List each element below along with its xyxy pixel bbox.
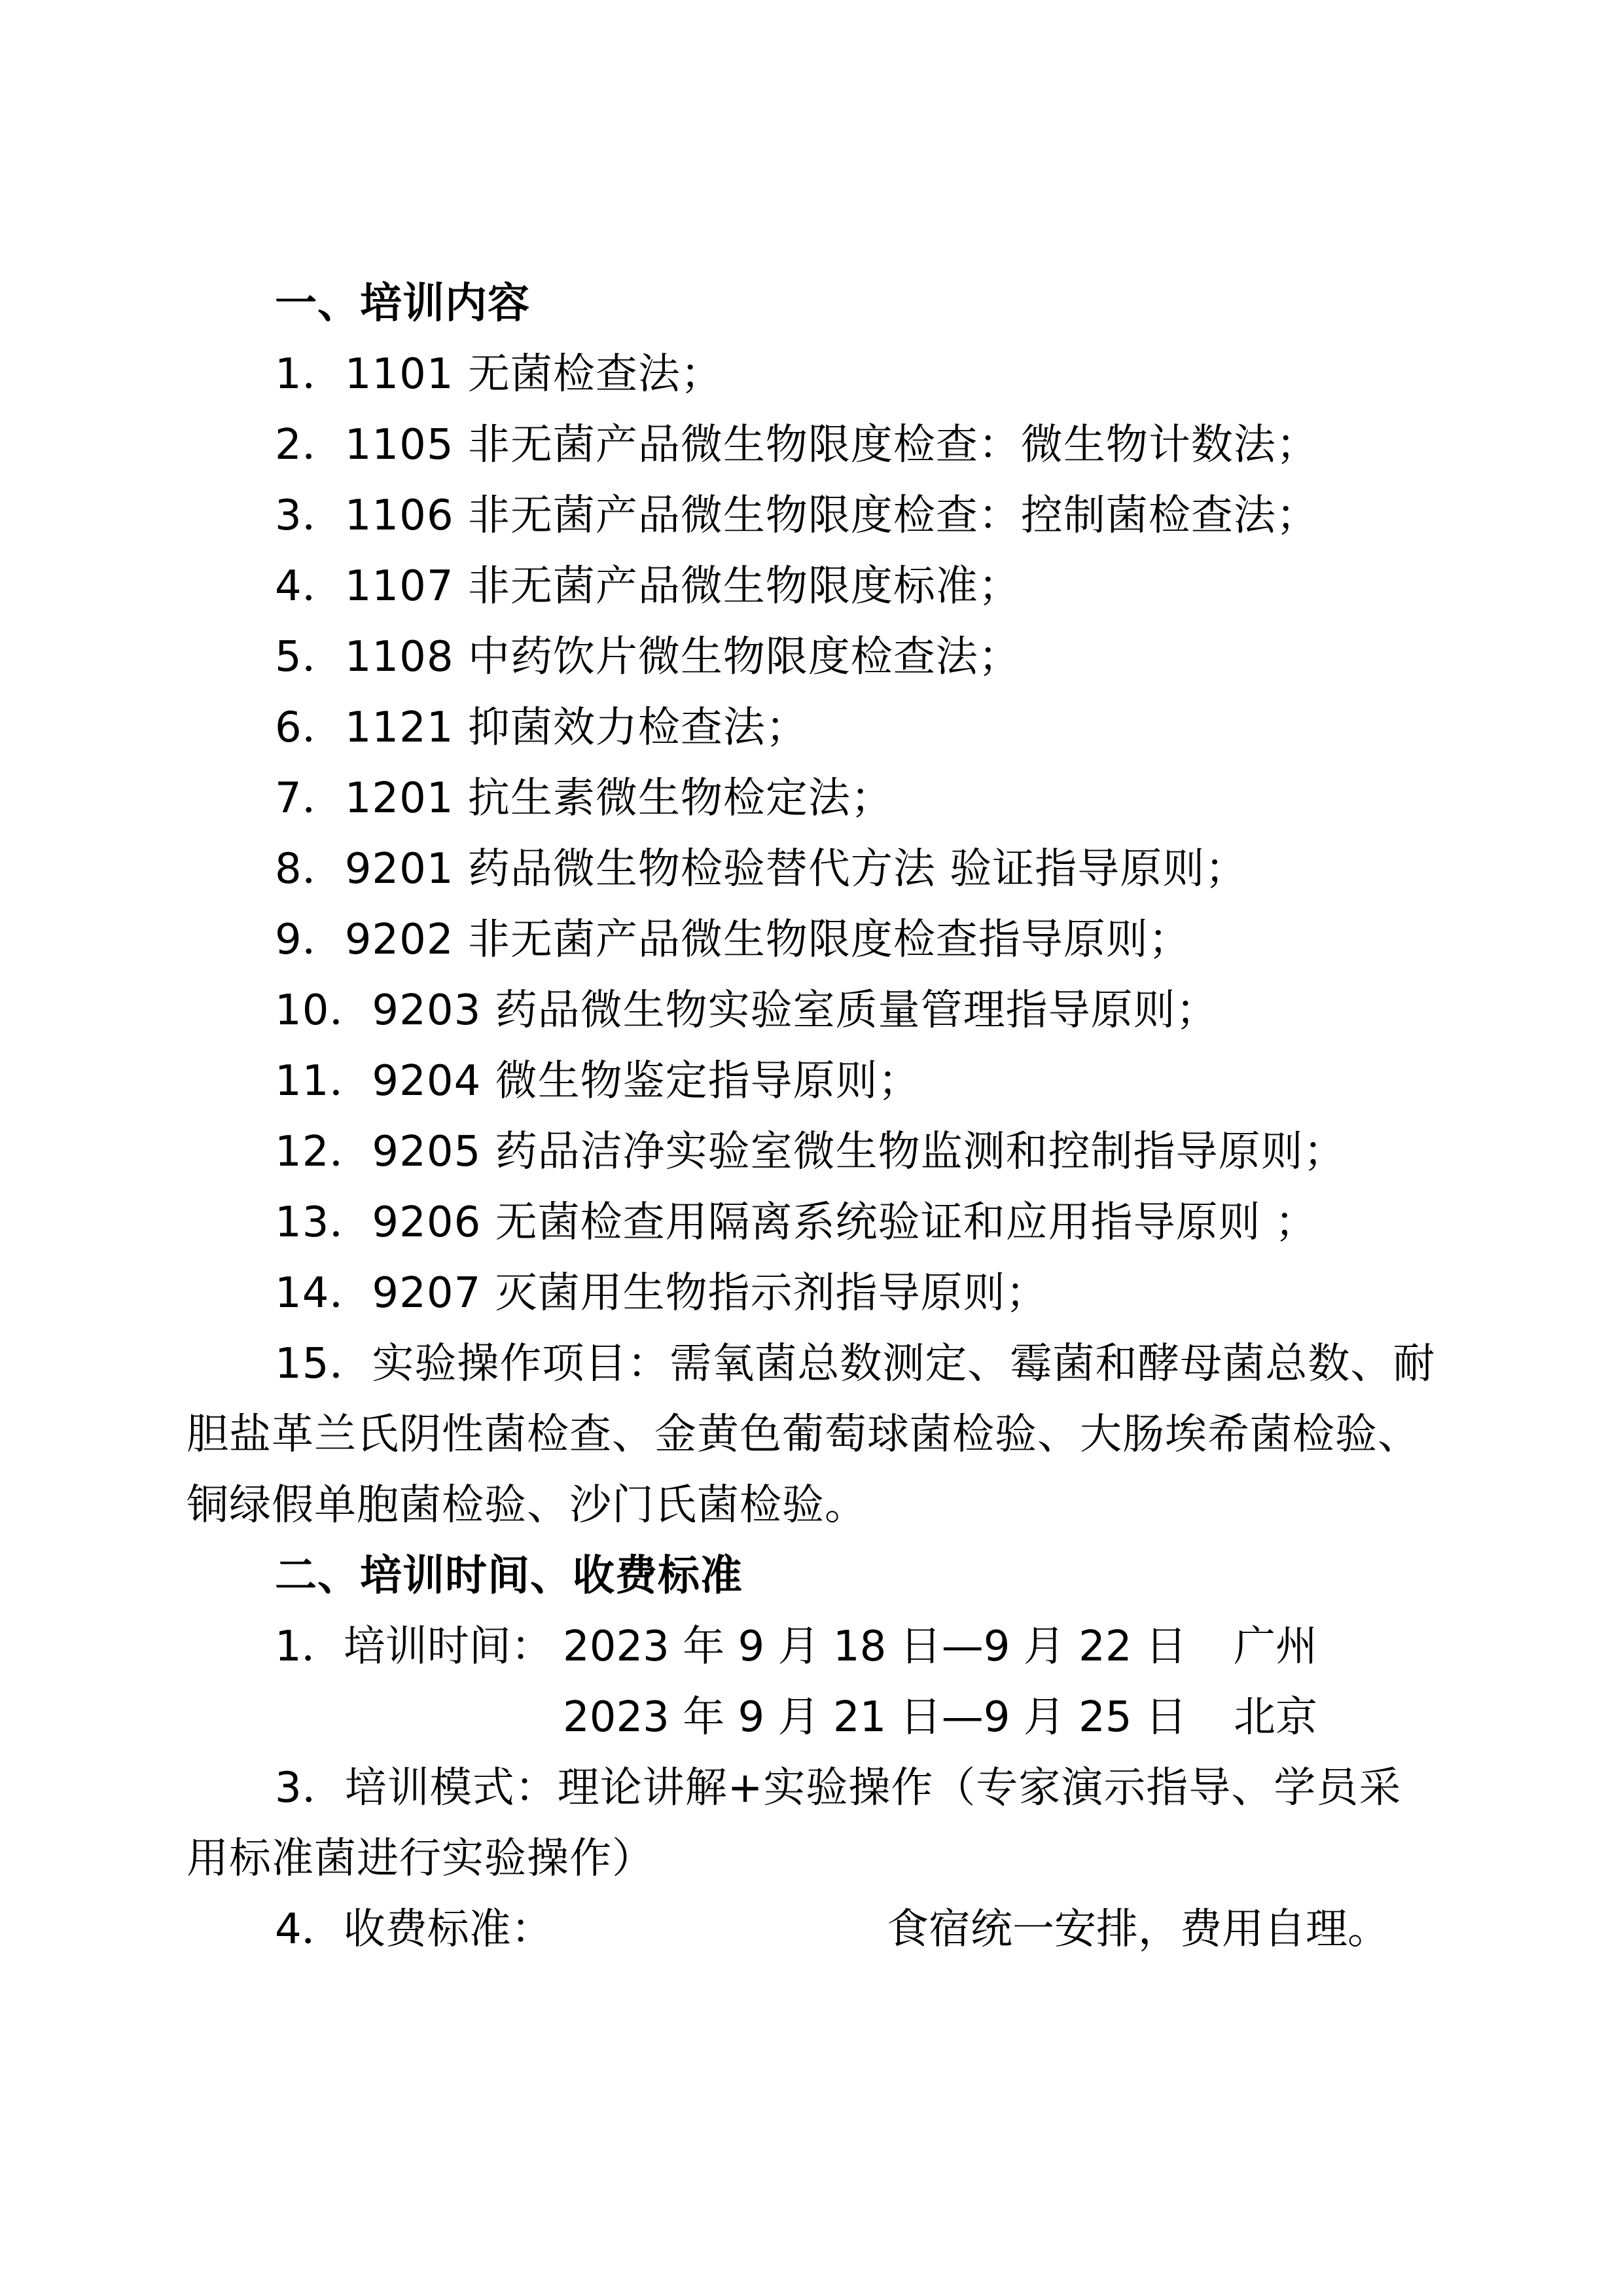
list-item: 3．1106 非无菌产品微生物限度检查：控制菌检查法； <box>275 492 1319 540</box>
paragraph-line: 3．培训模式：理论讲解+实验操作（专家演示指导、学员采 <box>275 1764 1402 1812</box>
list-item: 1．1101 无菌检查法； <box>275 350 723 399</box>
fee-standard-note: 食宿统一安排，费用自理。 <box>887 1905 1389 1954</box>
document-body <box>187 268 1450 1965</box>
fee-standard-label: 4．收费标准： <box>275 1905 553 1954</box>
session-dates: 2023 年 9 月 21 日—9 月 25 日 <box>563 1693 1187 1742</box>
section-heading-time-fees: 二、培训时间、收费标准 <box>275 1552 743 1600</box>
paragraph-line: 15．实验操作项目：需氧菌总数测定、霉菌和酵母菌总数、耐 <box>275 1340 1436 1388</box>
training-time-row <box>187 1611 1450 1682</box>
session-city: 广州 <box>1234 1623 1317 1671</box>
section-heading-training-content: 一、培训内容 <box>275 279 530 328</box>
list-item: 2．1105 非无菌产品微生物限度检查：微生物计数法； <box>275 421 1319 469</box>
list-item: 8．9201 药品微生物检验替代方法 验证指导原则； <box>275 845 1248 893</box>
training-mode <box>187 1753 1450 1894</box>
paragraph-line: 铜绿假单胞菌检验、沙门氏菌检验。 <box>187 1481 867 1530</box>
list-item: 10．9203 药品微生物实验室质量管理指导原则； <box>275 986 1219 1035</box>
list-item: 7．1201 抗生素微生物检定法； <box>275 774 893 823</box>
list-item: 11．9204 微生物鉴定指导原则； <box>275 1057 921 1105</box>
list-item: 12．9205 药品洁净实验室微生物监测和控制指导原则； <box>275 1128 1346 1176</box>
list-item: 13．9206 无菌检查用隔离系统验证和应用指导原则 ； <box>275 1198 1317 1247</box>
paragraph-line: 用标准菌进行实验操作） <box>187 1835 654 1883</box>
list-item: 4．1107 非无菌产品微生物限度标准； <box>275 562 1021 611</box>
session-city: 北京 <box>1234 1693 1317 1742</box>
training-time-row <box>187 1682 1450 1753</box>
fee-standard-row <box>187 1894 1450 1965</box>
session-dates: 2023 年 9 月 18 日—9 月 22 日 <box>563 1623 1187 1671</box>
list-item: 6．1121 抑菌效力检查法； <box>275 704 808 752</box>
list-item: 5．1108 中药饮片微生物限度检查法； <box>275 633 1021 681</box>
list-item-experiment-projects <box>187 1329 1450 1541</box>
list-item: 9．9202 非无菌产品微生物限度检查指导原则； <box>275 916 1191 964</box>
training-time-label: 1．培训时间： <box>275 1623 553 1671</box>
paragraph-line: 胆盐革兰氏阴性菌检查、金黄色葡萄球菌检验、大肠埃希菌检验、 <box>187 1410 1420 1459</box>
list-item: 14．9207 灭菌用生物指示剂指导原则； <box>275 1269 1048 1318</box>
